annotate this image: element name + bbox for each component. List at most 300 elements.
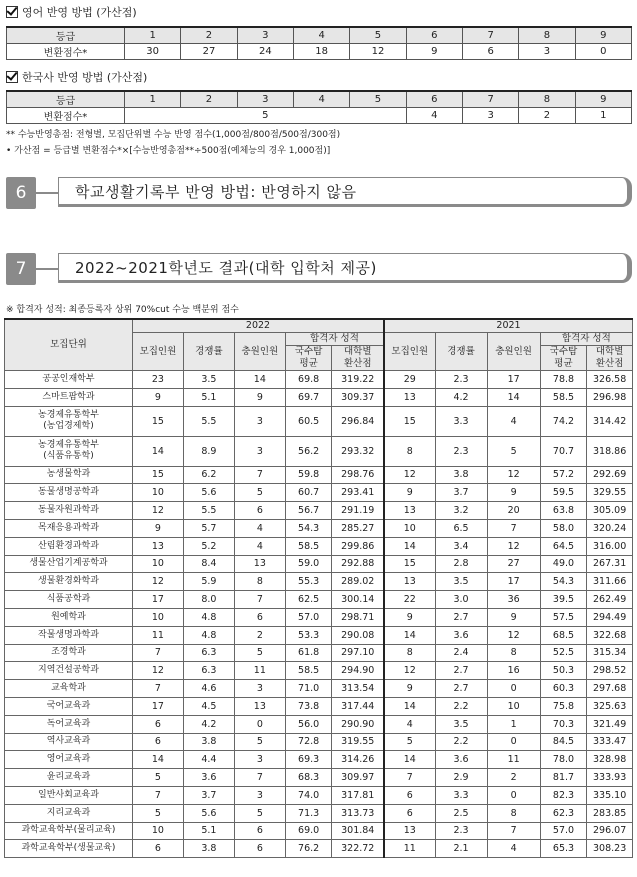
cell-2021: 6	[384, 804, 435, 822]
cell-2022: 4.5	[183, 697, 234, 715]
year-2022: 2022	[132, 319, 384, 333]
col-extra: 충원인원	[487, 333, 540, 371]
cell-2021: 11	[384, 840, 435, 858]
connector	[36, 192, 58, 194]
cell-2021: 4.2	[435, 388, 487, 406]
table-row	[5, 591, 633, 609]
cell-2021: 15	[384, 406, 435, 436]
cell-2022: 56.7	[285, 502, 332, 520]
score-cell: 2	[519, 108, 575, 124]
cell-2022: 54.3	[285, 519, 332, 537]
cell-2021: 2.9	[435, 769, 487, 787]
cell-2021: 14	[384, 626, 435, 644]
cell-2022: 7	[132, 680, 183, 698]
cell-2022: 17	[132, 697, 183, 715]
unit-name: 조경학과	[5, 644, 133, 662]
cell-2021: 10	[487, 697, 540, 715]
cell-2022: 12	[132, 573, 183, 591]
cell-2022: 293.41	[332, 484, 384, 502]
cell-2022: 292.88	[332, 555, 384, 573]
unit-name: 생물산업기계공학과	[5, 555, 133, 573]
cell-2021: 3.6	[435, 626, 487, 644]
cell-2021: 9	[384, 680, 435, 698]
cell-2022: 4.4	[183, 751, 234, 769]
col-quota: 모집인원	[384, 333, 435, 371]
table-row	[5, 608, 633, 626]
table-row	[5, 715, 633, 733]
cell-2022: 317.81	[332, 786, 384, 804]
cell-2021: 7	[487, 519, 540, 537]
cell-2022: 10	[132, 555, 183, 573]
cell-2022: 14	[132, 751, 183, 769]
cell-2021: 328.98	[587, 751, 633, 769]
cell-2022: 296.84	[332, 406, 384, 436]
cell-2021: 16	[487, 662, 540, 680]
grade-header-cell: 7	[462, 27, 518, 44]
cell-2021: 13	[384, 388, 435, 406]
cell-2021: 54.3	[540, 573, 587, 591]
checkbox-icon	[6, 6, 18, 18]
cell-2021: 0	[487, 680, 540, 698]
cell-2022: 74.0	[285, 786, 332, 804]
cell-2021: 308.23	[587, 840, 633, 858]
cell-2022: 71.0	[285, 680, 332, 698]
cell-2021: 2.2	[435, 733, 487, 751]
cell-2021: 36	[487, 591, 540, 609]
cell-2022: 58.5	[285, 537, 332, 555]
cell-2021: 0	[487, 733, 540, 751]
unit-name: 원예학과	[5, 608, 133, 626]
cell-2021: 4	[487, 406, 540, 436]
unit-name: 농생물학과	[5, 466, 133, 484]
cell-2021: 57.5	[540, 608, 587, 626]
grade-header-cell: 8	[519, 91, 575, 108]
cell-2022: 15	[132, 406, 183, 436]
grade-header-cell: 8	[519, 27, 575, 44]
table-row	[5, 502, 633, 520]
cell-2022: 4.8	[183, 608, 234, 626]
cell-2021: 2.7	[435, 608, 487, 626]
cell-2022: 11	[132, 626, 183, 644]
unit-name: 영어교육과	[5, 751, 133, 769]
unit-name: 과학교육학부(생물교육)	[5, 840, 133, 858]
col-conv: 대학별 환산점	[332, 346, 384, 371]
cell-2022: 9	[132, 388, 183, 406]
score-cell: 24	[237, 44, 293, 60]
cell-2022: 5	[234, 644, 285, 662]
cell-2021: 27	[487, 555, 540, 573]
unit-name: 농경제유통학부 (식품유통학)	[5, 436, 133, 466]
cell-2022: 298.71	[332, 608, 384, 626]
cell-2022: 309.97	[332, 769, 384, 787]
table-row	[5, 769, 633, 787]
cell-2022: 69.3	[285, 751, 332, 769]
section6-number: 6	[6, 177, 36, 209]
unit-name: 일반사회교육과	[5, 786, 133, 804]
cell-2022: 314.26	[332, 751, 384, 769]
cell-2022: 76.2	[285, 840, 332, 858]
cell-2021: 326.58	[587, 371, 633, 389]
cell-2021: 14	[384, 537, 435, 555]
score-cell: 0	[575, 44, 631, 60]
score-cell: 4	[406, 108, 462, 124]
cell-2022: 60.5	[285, 406, 332, 436]
cell-2021: 17	[487, 371, 540, 389]
grade-header-cell: 2	[181, 91, 237, 108]
cell-2022: 23	[132, 371, 183, 389]
score-cell: 30	[125, 44, 181, 60]
cell-2022: 6	[234, 608, 285, 626]
cell-2021: 78.8	[540, 371, 587, 389]
cell-2021: 12	[384, 662, 435, 680]
cell-2021: 3.3	[435, 786, 487, 804]
cell-2022: 319.22	[332, 371, 384, 389]
cell-2022: 17	[132, 591, 183, 609]
score-cell: 6	[462, 44, 518, 60]
cell-2022: 5.9	[183, 573, 234, 591]
cell-2022: 56.0	[285, 715, 332, 733]
cell-2022: 8.9	[183, 436, 234, 466]
cell-2021: 6	[384, 786, 435, 804]
cell-2021: 316.00	[587, 537, 633, 555]
cell-2022: 57.0	[285, 608, 332, 626]
cell-2021: 292.69	[587, 466, 633, 484]
unit-name: 역사교육과	[5, 733, 133, 751]
cell-2021: 14	[384, 751, 435, 769]
cell-2021: 305.09	[587, 502, 633, 520]
cell-2022: 290.08	[332, 626, 384, 644]
cell-2021: 8	[487, 804, 540, 822]
col-avg: 국수탐 평균	[285, 346, 332, 371]
cell-2022: 69.0	[285, 822, 332, 840]
cell-2021: 11	[487, 751, 540, 769]
cell-2021: 84.5	[540, 733, 587, 751]
cell-2021: 13	[384, 502, 435, 520]
cell-2022: 290.90	[332, 715, 384, 733]
unit-name: 과학교육학부(물리교육)	[5, 822, 133, 840]
unit-name: 국어교육과	[5, 697, 133, 715]
cell-2022: 12	[132, 662, 183, 680]
history-grade-table	[6, 90, 632, 124]
table-row	[5, 573, 633, 591]
grade-header-cell: 2	[181, 27, 237, 44]
cell-2021: 7	[384, 769, 435, 787]
cell-2021: 2.2	[435, 697, 487, 715]
cell-2021: 65.3	[540, 840, 587, 858]
cell-2021: 3.4	[435, 537, 487, 555]
checkbox-icon	[6, 71, 18, 83]
cell-2021: 50.3	[540, 662, 587, 680]
cell-2021: 320.24	[587, 519, 633, 537]
cell-2022: 5.1	[183, 822, 234, 840]
history-section-title	[6, 69, 147, 85]
cell-2022: 73.8	[285, 697, 332, 715]
cell-2022: 322.72	[332, 840, 384, 858]
cell-2022: 3	[234, 436, 285, 466]
cell-2022: 58.5	[285, 662, 332, 680]
cell-2021: 49.0	[540, 555, 587, 573]
cell-2021: 52.5	[540, 644, 587, 662]
cell-2021: 2.7	[435, 680, 487, 698]
table-row	[5, 484, 633, 502]
cell-2022: 6	[132, 733, 183, 751]
cell-2021: 2	[487, 769, 540, 787]
cell-2021: 58.5	[540, 388, 587, 406]
results-note: ※ 합격자 성적: 최종등록자 상위 70%cut 수능 백분위 점수	[6, 305, 239, 315]
cell-2021: 12	[487, 626, 540, 644]
cell-2021: 7	[487, 822, 540, 840]
unit-name: 동물생명공학과	[5, 484, 133, 502]
cell-2021: 296.98	[587, 388, 633, 406]
cell-2022: 69.8	[285, 371, 332, 389]
cell-2022: 6	[234, 840, 285, 858]
cell-2021: 13	[384, 573, 435, 591]
cell-2022: 0	[234, 715, 285, 733]
cell-2022: 3.8	[183, 733, 234, 751]
header-cell: 등급	[7, 27, 125, 44]
cell-2021: 9	[487, 608, 540, 626]
cell-2021: 3.5	[435, 573, 487, 591]
cell-2022: 313.54	[332, 680, 384, 698]
cell-2021: 5	[384, 733, 435, 751]
unit-name: 식품공학과	[5, 591, 133, 609]
cell-2022: 3.7	[183, 786, 234, 804]
cell-2021: 12	[487, 466, 540, 484]
cell-2022: 7	[234, 466, 285, 484]
cell-2021: 2.7	[435, 662, 487, 680]
cell-2022: 309.37	[332, 388, 384, 406]
cell-2021: 68.5	[540, 626, 587, 644]
cell-2021: 318.86	[587, 436, 633, 466]
cell-2021: 325.63	[587, 697, 633, 715]
cell-2022: 6	[132, 715, 183, 733]
cell-2022: 5.7	[183, 519, 234, 537]
cell-2021: 15	[384, 555, 435, 573]
cell-2022: 4.6	[183, 680, 234, 698]
cell-2021: 39.5	[540, 591, 587, 609]
cell-2022: 5.5	[183, 502, 234, 520]
cell-2022: 10	[132, 608, 183, 626]
cell-2022: 5.6	[183, 484, 234, 502]
unit-name: 농경제유통학부 (농업경제학)	[5, 406, 133, 436]
cell-2021: 2.3	[435, 436, 487, 466]
table-row	[5, 371, 633, 389]
cell-2022: 5.6	[183, 804, 234, 822]
cell-2021: 333.47	[587, 733, 633, 751]
cell-2022: 6	[234, 502, 285, 520]
cell-2022: 293.32	[332, 436, 384, 466]
cell-2021: 82.3	[540, 786, 587, 804]
cell-2021: 2.3	[435, 822, 487, 840]
col-conv: 대학별 환산점	[587, 346, 633, 371]
cell-2022: 14	[234, 371, 285, 389]
table-row	[5, 680, 633, 698]
cell-2021: 12	[487, 537, 540, 555]
score-cell: 18	[293, 44, 349, 60]
grade-header-cell: 4	[293, 91, 349, 108]
cell-2021: 3.7	[435, 484, 487, 502]
year-2021: 2021	[384, 319, 632, 333]
cell-2022: 13	[234, 697, 285, 715]
results-table	[4, 318, 633, 858]
table-row	[5, 537, 633, 555]
cell-2021: 297.68	[587, 680, 633, 698]
cell-2022: 55.3	[285, 573, 332, 591]
cell-2022: 4.2	[183, 715, 234, 733]
cell-2021: 63.8	[540, 502, 587, 520]
cell-2022: 60.7	[285, 484, 332, 502]
cell-2022: 5.5	[183, 406, 234, 436]
unit-name: 지역건설공학과	[5, 662, 133, 680]
cell-2021: 2.8	[435, 555, 487, 573]
cell-2022: 3.6	[183, 769, 234, 787]
cell-2021: 8	[384, 644, 435, 662]
grade-header-cell: 3	[237, 91, 293, 108]
cell-2022: 5.2	[183, 537, 234, 555]
unit-name: 작물생명과학과	[5, 626, 133, 644]
cell-2021: 22	[384, 591, 435, 609]
cell-2022: 5	[234, 733, 285, 751]
cell-2021: 4	[384, 715, 435, 733]
cell-2022: 2	[234, 626, 285, 644]
col-quota: 모집인원	[132, 333, 183, 371]
cell-2021: 2.5	[435, 804, 487, 822]
section7-banner	[6, 253, 632, 285]
grade-header-cell: 1	[125, 27, 181, 44]
cell-2022: 3.5	[183, 371, 234, 389]
cell-2022: 71.3	[285, 804, 332, 822]
cell-2022: 3	[234, 406, 285, 436]
cell-2021: 335.10	[587, 786, 633, 804]
cell-2022: 291.19	[332, 502, 384, 520]
cell-2021: 9	[487, 484, 540, 502]
table-row	[5, 804, 633, 822]
cell-2021: 10	[384, 519, 435, 537]
cell-2021: 70.3	[540, 715, 587, 733]
cell-2022: 319.55	[332, 733, 384, 751]
col-avg: 국수탐 평균	[540, 346, 587, 371]
cell-2021: 3.6	[435, 751, 487, 769]
cell-2021: 311.66	[587, 573, 633, 591]
cell-2021: 62.3	[540, 804, 587, 822]
table-row	[5, 822, 633, 840]
cell-2022: 13	[132, 537, 183, 555]
cell-2021: 283.85	[587, 804, 633, 822]
cell-2021: 13	[384, 822, 435, 840]
score-cell: 27	[181, 44, 237, 60]
grade-header-cell: 3	[237, 27, 293, 44]
cell-2021: 5	[487, 436, 540, 466]
table-row	[5, 388, 633, 406]
cell-2022: 294.90	[332, 662, 384, 680]
unit-name: 동물자원과학과	[5, 502, 133, 520]
grade-header-cell: 9	[575, 91, 631, 108]
cell-2021: 0	[487, 786, 540, 804]
cell-2022: 7	[132, 644, 183, 662]
cell-2021: 321.49	[587, 715, 633, 733]
cell-2022: 289.02	[332, 573, 384, 591]
cell-2022: 7	[132, 786, 183, 804]
connector	[36, 268, 58, 270]
table-row	[5, 466, 633, 484]
cell-2022: 8.0	[183, 591, 234, 609]
cell-2021: 294.49	[587, 608, 633, 626]
header-cell: 등급	[7, 91, 125, 108]
unit-name: 윤리교육과	[5, 769, 133, 787]
table-row	[5, 406, 633, 436]
table-row	[5, 555, 633, 573]
cell-2021: 8	[384, 436, 435, 466]
col-extra: 충원인원	[234, 333, 285, 371]
grade-header-cell: 5	[350, 27, 406, 44]
grade-header-cell: 6	[406, 91, 462, 108]
unit-name: 공공인재학부	[5, 371, 133, 389]
cell-2021: 58.0	[540, 519, 587, 537]
cell-2022: 14	[132, 436, 183, 466]
cell-2021: 57.0	[540, 822, 587, 840]
cell-2021: 2.1	[435, 840, 487, 858]
score-cell: 3	[462, 108, 518, 124]
cell-2021: 333.93	[587, 769, 633, 787]
cell-2022: 7	[234, 769, 285, 787]
cell-2021: 322.68	[587, 626, 633, 644]
table-row	[5, 733, 633, 751]
cell-2021: 64.5	[540, 537, 587, 555]
cell-2022: 10	[132, 822, 183, 840]
cell-2022: 53.3	[285, 626, 332, 644]
cell-2022: 61.8	[285, 644, 332, 662]
cell-2022: 5	[132, 769, 183, 787]
cell-2021: 2.3	[435, 371, 487, 389]
cell-2021: 70.7	[540, 436, 587, 466]
unit-name: 목재응용과학과	[5, 519, 133, 537]
cell-2022: 4.8	[183, 626, 234, 644]
english-grade-table	[6, 26, 632, 60]
cell-2021: 1	[487, 715, 540, 733]
cell-2022: 9	[132, 519, 183, 537]
col-ratio: 경쟁률	[435, 333, 487, 371]
cell-2021: 12	[384, 466, 435, 484]
cell-2022: 3.8	[183, 840, 234, 858]
grade-header-cell: 4	[293, 27, 349, 44]
cell-2022: 11	[234, 662, 285, 680]
cell-2022: 298.76	[332, 466, 384, 484]
cell-2021: 296.07	[587, 822, 633, 840]
cell-2021: 2.4	[435, 644, 487, 662]
cell-2022: 6	[132, 840, 183, 858]
cell-2022: 4	[234, 519, 285, 537]
cell-2022: 68.3	[285, 769, 332, 787]
table-row	[5, 751, 633, 769]
cell-2022: 10	[132, 484, 183, 502]
table-row	[5, 519, 633, 537]
cell-2022: 13	[234, 555, 285, 573]
cell-2022: 5	[234, 484, 285, 502]
note-total: ** 수능반영총점: 전형별, 모집단위별 수능 반영 점수(1,000점/800점/500점/300점)	[6, 130, 341, 140]
cell-2022: 5	[132, 804, 183, 822]
cell-2022: 3	[234, 680, 285, 698]
col-ratio: 경쟁률	[183, 333, 234, 371]
grade-header-cell: 5	[350, 91, 406, 108]
table-row	[5, 626, 633, 644]
cell-2021: 8	[487, 644, 540, 662]
score-cell: 1	[575, 108, 631, 124]
cell-2022: 5.1	[183, 388, 234, 406]
cell-2022: 56.2	[285, 436, 332, 466]
cell-2021: 14	[487, 388, 540, 406]
cell-2022: 9	[234, 388, 285, 406]
unit-name: 생물환경화학과	[5, 573, 133, 591]
